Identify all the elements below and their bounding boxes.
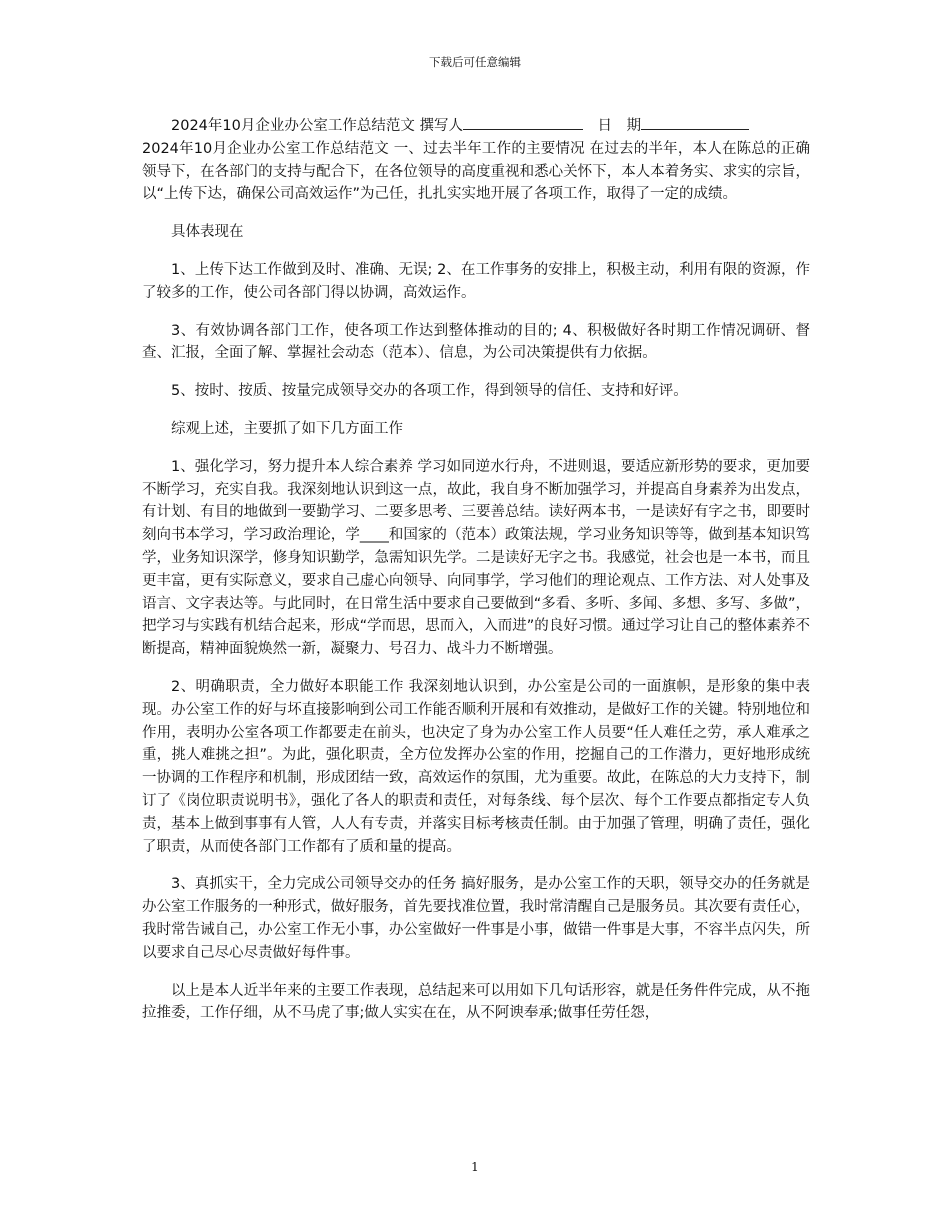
- paragraph-intro: 2024年10月企业办公室工作总结范文 一、过去半年工作的主要情况 在过去的半年，本人在陈总的正确领导下，在各部门的支持与配合下，在各位领导的高度重视和悉心关怀下，本人本着务实、求实的宗旨，以“上传下达，确保公司高效运作”为己任，扎扎实实地开展了各项工作，取得了一定的成绩。: [142, 140, 810, 203]
- paragraph-summary-heading: 综观上述，主要抓了如下几方面工作: [171, 420, 403, 437]
- page-number: 1: [471, 1160, 479, 1174]
- paragraph-item-5: 5、按时、按质、按量完成领导交办的各项工作，得到领导的信任、支持和好评。: [171, 383, 688, 400]
- paragraph-specifics-heading: 具体表现在: [171, 224, 244, 241]
- date-blank: [641, 114, 749, 130]
- paragraph-item-3-4: 3、有效协调各部门工作，使各项工作达到整体推动的目的; 4、积极做好各时期工作情况调研、督查、汇报，全面了解、掌握社会动态（范本）、信息，为公司决策提供有力依据。: [142, 322, 810, 362]
- paragraph-tasks: 3、真抓实干，全力完成公司领导交办的任务 搞好服务，是办公室工作的天职，领导交办的任务就是办公室工作服务的一种形式，做好服务，首先要找准位置，我时常清醒自己是服务员。其次要有责任心，我时常告诫自己，办公室工作无小事，办公室做好一件事是小事，做错一件事是大事，不容半点闪失，所以要求自己尽心尽责做好每件事。: [142, 876, 810, 961]
- document-title: 2024年10月企业办公室工作总结范文: [171, 118, 415, 134]
- paragraph-item-1-2: 1、上传下达工作做到及时、准确、无误; 2、在工作事务的安排上，积极主动，利用有限的资源，作了较多的工作，使公司各部门得以协调，高效运作。: [142, 261, 810, 301]
- paragraph-conclusion: 以上是本人近半年来的主要工作表现，总结起来可以用如下几句话形容，就是任务件件完成，从不拖拉推委，工作仔细，从不马虎了事;做人实实在在，从不阿谀奉承;做事任劳任怨，: [142, 982, 810, 1022]
- author-blank: [463, 114, 583, 130]
- date-label: 日 期: [597, 118, 641, 134]
- author-label: 撰写人: [419, 118, 463, 134]
- title-line: [142, 114, 810, 138]
- page-header: 下载后可任意编辑: [429, 55, 521, 69]
- document-body: [142, 114, 810, 1040]
- paragraph-study: 1、强化学习，努力提升本人综合素养 学习如同逆水行舟，不进则退，要适应新形势的要求，更加要不断学习，充实自我。我深刻地认识到这一点，故此，我自身不断加强学习，并提高自身素养为出发点，有计划、有目的地做到一要勤学习、二要多思考、三要善总结。读好两本书，一是读好有字之书，即要时刻向书本学习，学习政治理论，学____和国家的（范本）政策法规，学习业务知识等等，做到基本知识笃学，业务知识深学，修身知识勤学，急需知识先学。二是读好无字之书。我感觉，社会也是一本书，而且更丰富，更有实际意义，要求自己虚心向领导、向同事学，学习他们的理论观点、工作方法、对人处事及语言、文字表达等。与此同时，在日常生活中要求自己要做到“多看、多听、多闻、多想、多写、多做”，把学习与实践有机结合起来，形成“学而思，思而入，入而进”的良好习惯。通过学习让自己的整体素养不断提高，精神面貌焕然一新，凝聚力、号召力、战斗力不断增强。: [142, 458, 810, 658]
- paragraph-duties: 2、明确职责，全力做好本职能工作 我深刻地认识到，办公室是公司的一面旗帜，是形象的集中表现。办公室工作的好与坏直接影响到公司工作能否顺利开展和有效推动，是做好工作的关键。特别地位和作用，表明办公室各项工作都要走在前头，也决定了身为办公室工作人员要“任人难任之劳，承人难承之重，挑人难挑之担”。为此，强化职责，全方位发挥办公室的作用，挖掘自己的工作潜力，更好地形成统一协调的工作程序和机制，形成团结一致，高效运作的氛围，尤为重要。故此，在陈总的大力支持下，制订了《岗位职责说明书》，强化了各人的职责和责任，对每条线、每个层次、每个工作要点都指定专人负责，基本上做到事事有人管，人人有专责，并落实目标考核责任制。由于加强了管理，明确了责任，强化了职责，从而使各部门工作都有了质和量的提高。: [142, 678, 810, 855]
